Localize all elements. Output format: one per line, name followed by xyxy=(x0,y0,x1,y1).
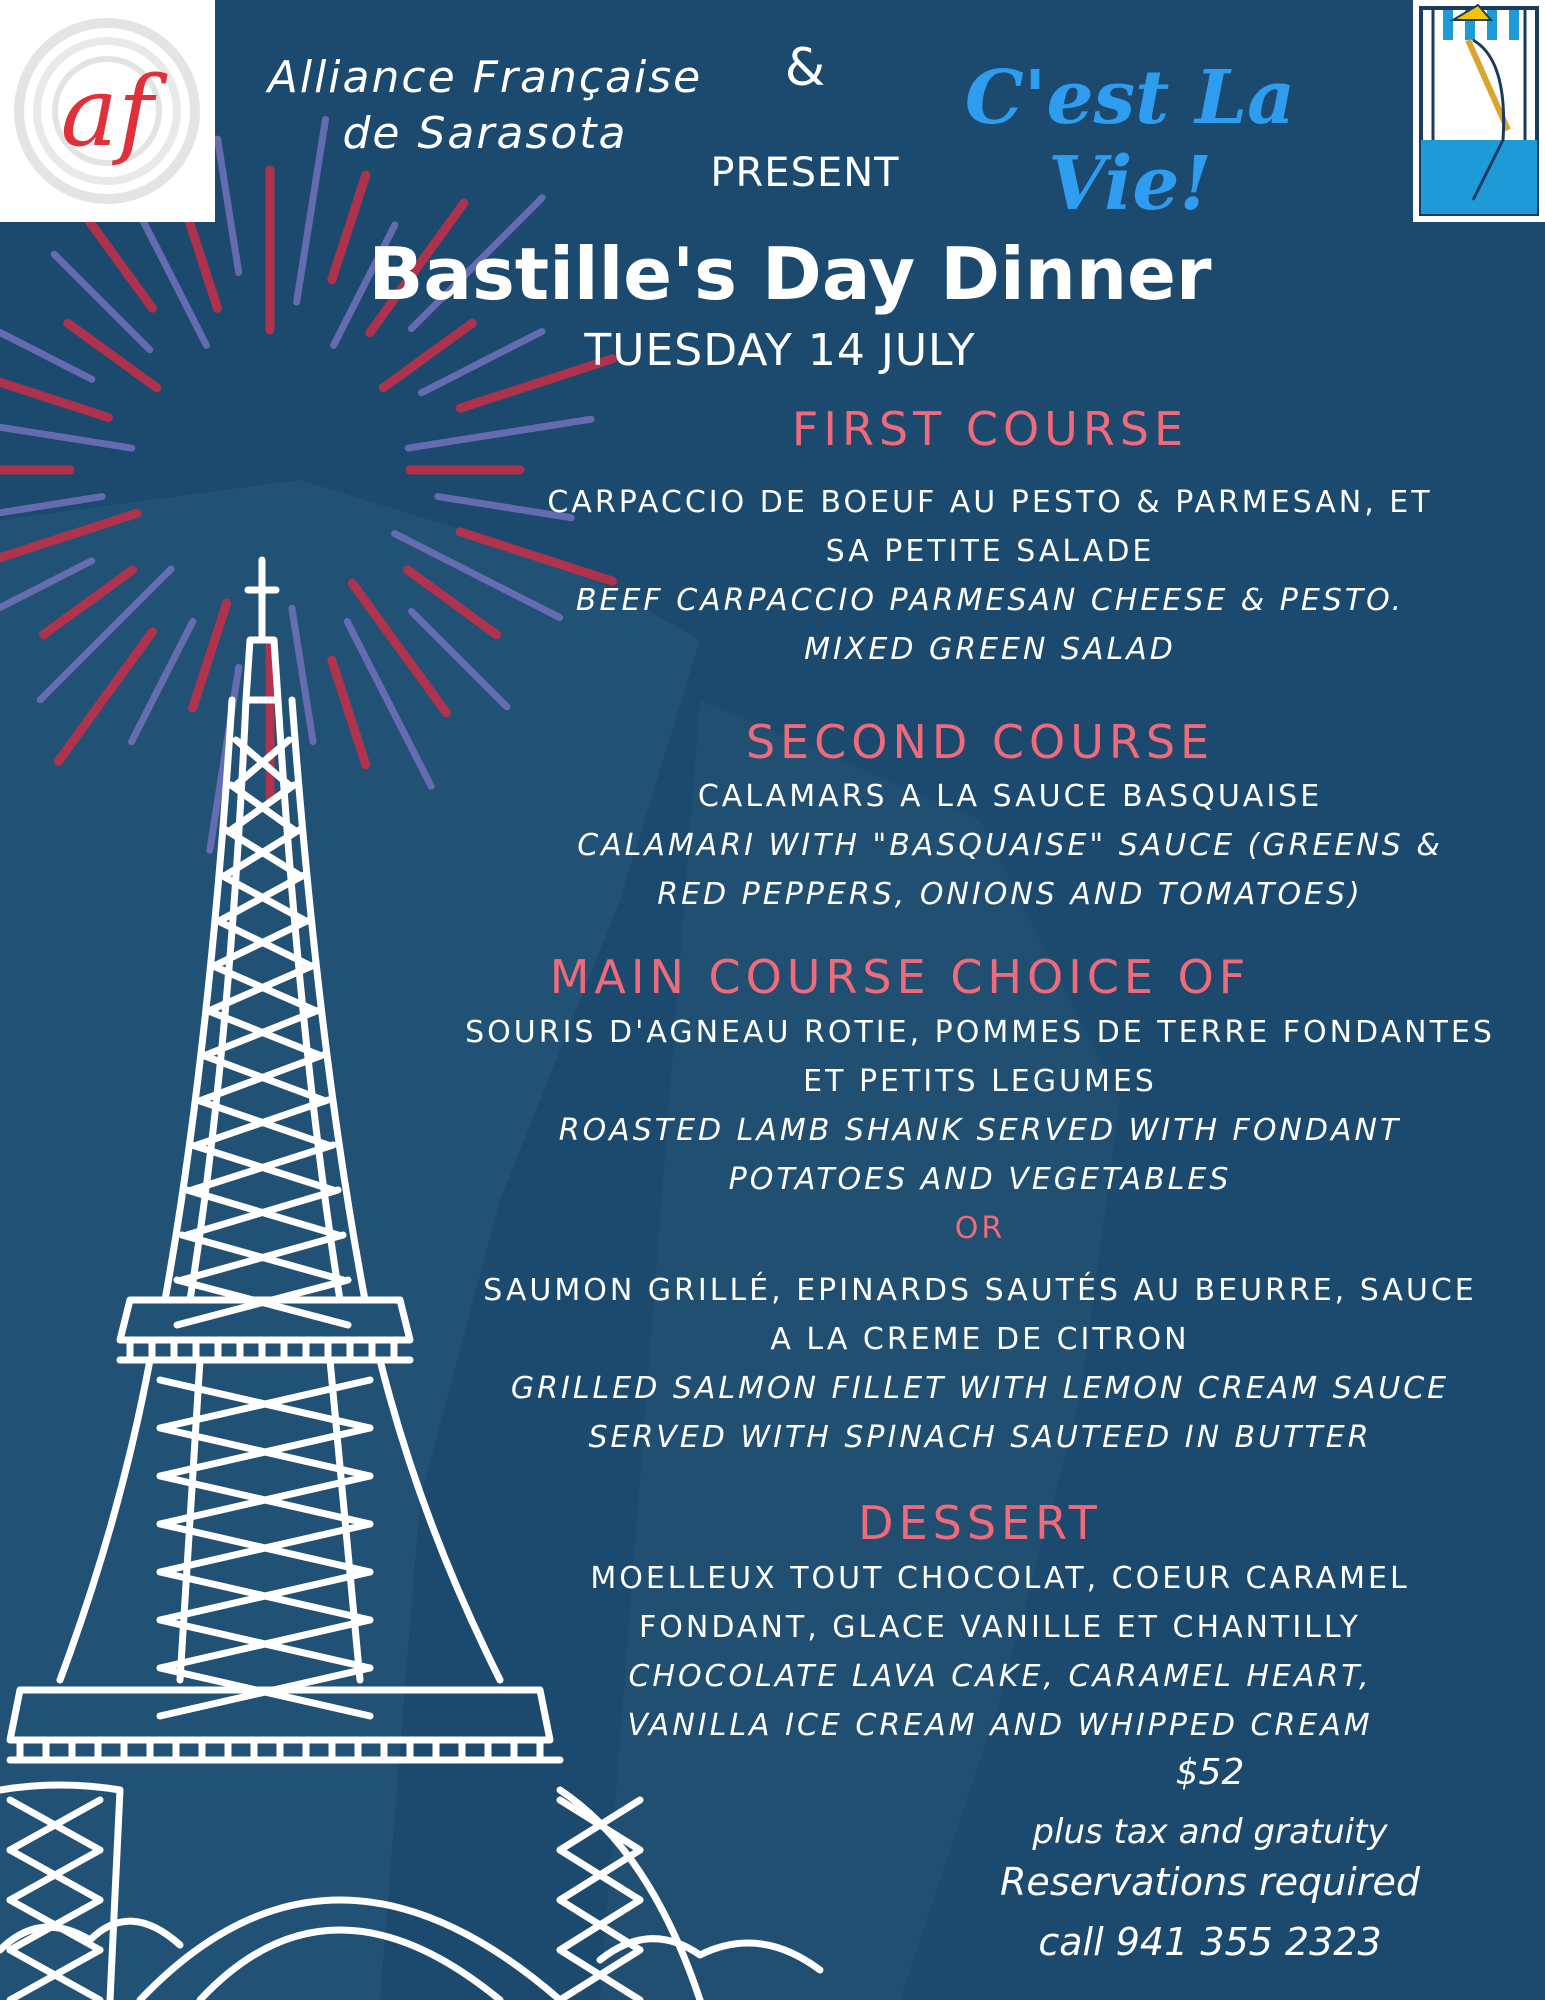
dessert-en-line: CHOCOLATE LAVA CAKE, CARAMEL HEART, xyxy=(628,1659,1372,1694)
present-label: PRESENT xyxy=(710,150,900,196)
dessert-fr-line: MOELLEUX TOUT CHOCOLAT, COEUR CARAMEL xyxy=(590,1561,1410,1596)
event-title: Bastille's Day Dinner xyxy=(368,232,1212,316)
second-course-title: SECOND COURSE xyxy=(745,715,1215,769)
dessert-title: DESSERT xyxy=(858,1496,1102,1550)
main-course-or: OR xyxy=(954,1211,1006,1246)
second-course-block xyxy=(470,772,1545,919)
event-date: TUESDAY 14 JULY xyxy=(584,325,976,376)
main-option2-en-line: SERVED WITH SPINACH SAUTEED IN BUTTER xyxy=(588,1420,1372,1455)
main-option2-fr-line: A LA CREME DE CITRON xyxy=(770,1322,1190,1357)
alliance-francaise-logo xyxy=(0,0,215,222)
main-option1-fr-line: SOURIS D'AGNEAU ROTIE, POMMES DE TERRE FONDANTES xyxy=(465,1015,1495,1050)
firework-streak xyxy=(0,427,132,448)
main-course-title: MAIN COURSE CHOICE OF xyxy=(549,950,1251,1004)
price: $52 xyxy=(1175,1752,1245,1793)
firework-streak xyxy=(0,295,92,379)
second-course-en-line: CALAMARI WITH "BASQUAISE" SAUCE (GREENS & xyxy=(577,828,1443,863)
dessert-fr-line: FONDANT, GLACE VANILLE ET CHANTILLY xyxy=(639,1610,1361,1645)
first-course-en-line: MIXED GREEN SALAD xyxy=(804,632,1176,667)
first-course-fr-line: CARPACCIO DE BOEUF AU PESTO & PARMESAN, ET xyxy=(547,485,1433,520)
firework-streak xyxy=(408,419,591,448)
first-course-block xyxy=(470,478,1510,674)
main-option2-fr-line: SAUMON GRILLÉ, EPINARDS SAUTÉS AU BEURRE, SAUCE xyxy=(483,1273,1477,1308)
firework-streak xyxy=(218,139,239,272)
main-option2-en-line: GRILLED SALMON FILLET WITH LEMON CREAM SAUCE xyxy=(510,1371,1450,1406)
first-course-title: FIRST COURSE xyxy=(791,402,1189,456)
reservations-note: Reservations required xyxy=(1000,1860,1420,1904)
organization-name-line1: Alliance Française xyxy=(267,52,703,103)
firework-streak xyxy=(54,254,150,349)
dessert-block xyxy=(480,1554,1520,1750)
main-option1-en-line: POTATOES AND VEGETABLES xyxy=(728,1162,1232,1197)
organization-name-line2: de Sarasota xyxy=(342,108,628,159)
first-course-fr-line: SA PETITE SALADE xyxy=(825,534,1155,569)
restaurant-name: C'est La Vie! xyxy=(964,55,1296,227)
dessert-en-line: VANILLA ICE CREAM AND WHIPPED CREAM xyxy=(627,1708,1373,1743)
ampersand: & xyxy=(784,38,826,98)
second-course-en-line: RED PEPPERS, ONIONS AND TOMATOES) xyxy=(657,877,1363,912)
af-logo-text: af xyxy=(60,56,154,168)
organization-name xyxy=(255,50,715,162)
firework-streak xyxy=(68,323,157,388)
second-course-fr-line: CALAMARS A LA SAUCE BASQUAISE xyxy=(697,779,1323,814)
main-course-block xyxy=(420,1008,1540,1253)
main-option1-en-line: ROASTED LAMB SHANK SERVED WITH FONDANT xyxy=(558,1113,1402,1148)
main-course-option2-block xyxy=(420,1266,1540,1462)
first-course-en-line: BEEF CARPACCIO PARMESAN CHEESE & PESTO. xyxy=(575,583,1405,618)
cest-la-vie-logo xyxy=(1413,0,1545,222)
firework-streak xyxy=(383,323,472,388)
tax-note: plus tax and gratuity xyxy=(1032,1812,1388,1852)
main-option1-fr-line: ET PETITS LEGUMES xyxy=(803,1064,1157,1099)
phone-number: call 941 355 2323 xyxy=(1038,1920,1382,1964)
